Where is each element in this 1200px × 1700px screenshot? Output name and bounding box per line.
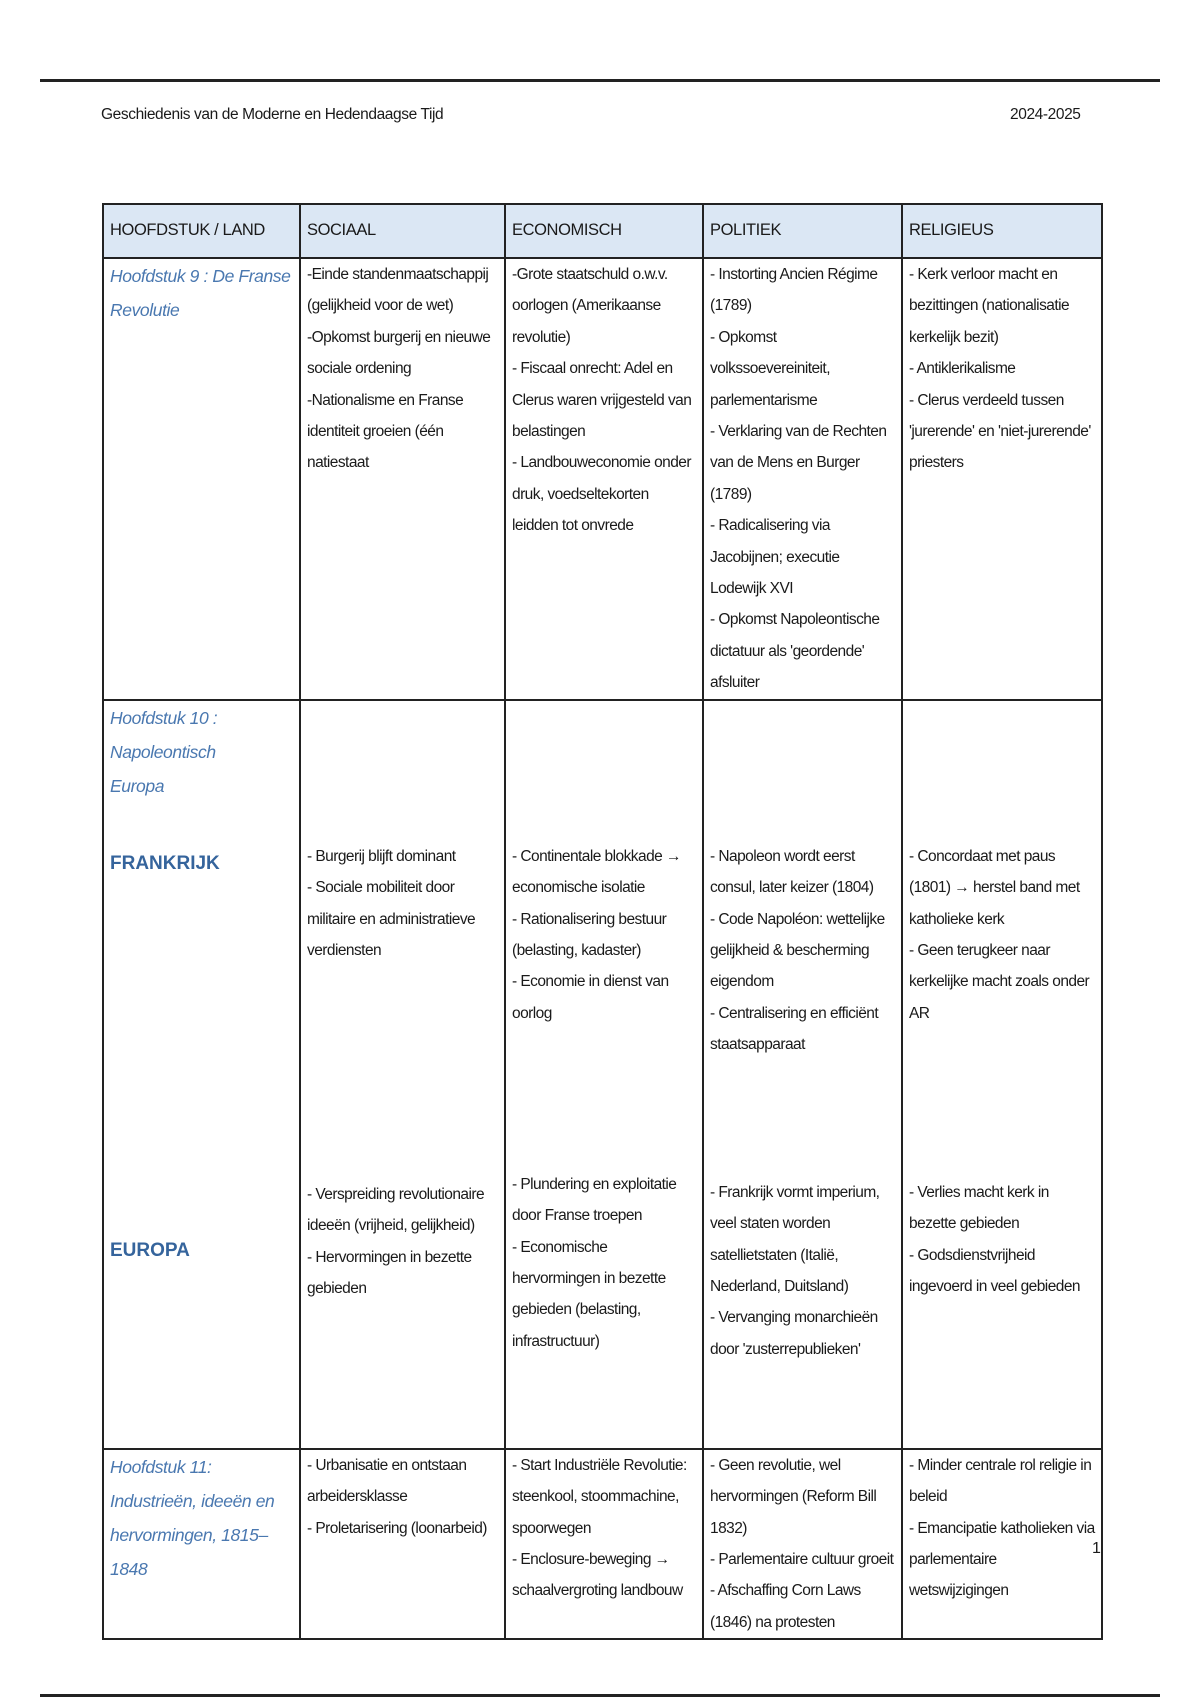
cell-text-europa: - Verspreiding revolutionaire ideeën (vrijheid, gelijkheid) - Hervormingen in bezette gebieden	[307, 1185, 485, 1297]
table-header-row	[103, 204, 1102, 258]
sociaal-cell	[300, 1449, 505, 1639]
col-header-politiek: POLITIEK	[703, 204, 902, 258]
economisch-cell	[505, 258, 703, 700]
cell-text-frankrijk: - Concordaat met paus (1801) → herstel band met katholieke kerk - Geen terugkeer naar kerkelijke macht zoals onder AR	[909, 847, 1090, 1022]
religieus-cell	[902, 1449, 1102, 1639]
politiek-cell	[703, 258, 902, 700]
sociaal-cell	[300, 700, 505, 1449]
chapter-cell	[103, 258, 300, 700]
history-overview-table	[102, 203, 1103, 1640]
politiek-cell	[703, 1449, 902, 1639]
cell-text-frankrijk: - Burgerij blijft dominant - Sociale mobiliteit door militaire en administratieve verdiensten	[307, 847, 476, 959]
col-header-religieus: RELIGIEUS	[902, 204, 1102, 258]
chapter-title: Hoofdstuk 11: Industrieën, ideeën en hervormingen, 1815–1848	[110, 1456, 275, 1579]
page-number: 1	[1092, 1540, 1101, 1557]
country-label-frankrijk: FRANKRIJK	[110, 852, 220, 874]
politiek-cell	[703, 700, 902, 1449]
cell-text: - Minder centrale rol religie in beleid - Emancipatie katholieken via parlementaire wetswijzigingen	[909, 1456, 1095, 1600]
bottom-rule	[40, 1694, 1160, 1697]
religieus-cell	[902, 258, 1102, 700]
top-rule	[40, 79, 1160, 82]
cell-text: - Start Industriële Revolutie: steenkool, stoommachine, spoorwegen - Enclosure-beweging → schaalvergroting landbouw	[512, 1456, 687, 1600]
cell-text-frankrijk: - Napoleon wordt eerst consul, later keizer (1804) - Code Napoléon: wettelijke gelijkheid & bescherming eigendom - Centralisering en efficiënt staatsapparaat	[710, 847, 885, 1054]
religieus-cell	[902, 700, 1102, 1449]
chapter-title: Hoofdstuk 9 : De Franse Revolutie	[110, 266, 291, 320]
academic-year: 2024-2025	[1010, 106, 1081, 123]
col-header-sociaal: SOCIAAL	[300, 204, 505, 258]
document-title: Geschiedenis van de Moderne en Hedendaagse Tijd	[101, 106, 444, 123]
cell-text-europa: - Plundering en exploitatie door Franse troepen - Economische hervormingen in bezette gebieden (belasting, infrastructuur)	[512, 1175, 677, 1350]
cell-text: - Kerk verloor macht en bezittingen (nationalisatie kerkelijk bezit) - Antiklerikalisme - Clerus verdeeld tussen 'jurerende' en 'niet-jurerende' priesters	[909, 266, 1091, 472]
col-header-hoofdstuk: HOOFDSTUK / LAND	[103, 204, 300, 258]
col-header-economisch: ECONOMISCH	[505, 204, 703, 258]
cell-text: - Instorting Ancien Régime (1789) - Opkomst volkssoevereiniteit, parlementarisme - Verklaring van de Rechten van de Mens en Burger (1789) - Radicalisering via Jacobijnen; executie Lodewijk XVI - Opkomst Napoleontische dictatuur als 'geordende' afsluiter	[710, 266, 887, 692]
economisch-cell	[505, 700, 703, 1449]
cell-text-frankrijk: - Continentale blokkade → economische isolatie - Rationalisering bestuur (belasting, kadaster) - Economie in dienst van oorlog	[512, 847, 681, 1022]
cell-text: -Grote staatschuld o.w.v. oorlogen (Amerikaanse revolutie) - Fiscaal onrecht: Adel en Clerus waren vrijgesteld van belastingen - Landbouweconomie onder druk, voedseltekorten leidden tot onvrede	[512, 266, 692, 535]
chapter-cell	[103, 700, 300, 1449]
cell-text-europa: - Verlies macht kerk in bezette gebieden - Godsdienstvrijheid ingevoerd in veel gebieden	[909, 1183, 1080, 1295]
economisch-cell	[505, 1449, 703, 1639]
country-label-europa: EUROPA	[110, 1240, 190, 1262]
chapter-cell	[103, 1449, 300, 1639]
table-row	[103, 1449, 1102, 1639]
cell-text-europa: - Frankrijk vormt imperium, veel staten worden satellietstaten (Italië, Nederland, Duitsland) - Vervanging monarchieën door 'zusterrepublieken'	[710, 1183, 880, 1358]
table-row	[103, 258, 1102, 700]
cell-text: -Einde standenmaatschappij (gelijkheid voor de wet) -Opkomst burgerij en nieuwe sociale ordening -Nationalisme en Franse identiteit groeien (één natiestaat	[307, 266, 491, 472]
cell-text: - Geen revolutie, wel hervormingen (Reform Bill 1832) - Parlementaire cultuur groeit - Afschaffing Corn Laws (1846) na protesten	[710, 1456, 894, 1631]
sociaal-cell	[300, 258, 505, 700]
cell-text: - Urbanisatie en ontstaan arbeidersklasse - Proletarisering (loonarbeid)	[307, 1456, 487, 1537]
chapter-title: Hoofdstuk 10 : Napoleontisch Europa	[110, 707, 218, 796]
table-row	[103, 700, 1102, 1449]
